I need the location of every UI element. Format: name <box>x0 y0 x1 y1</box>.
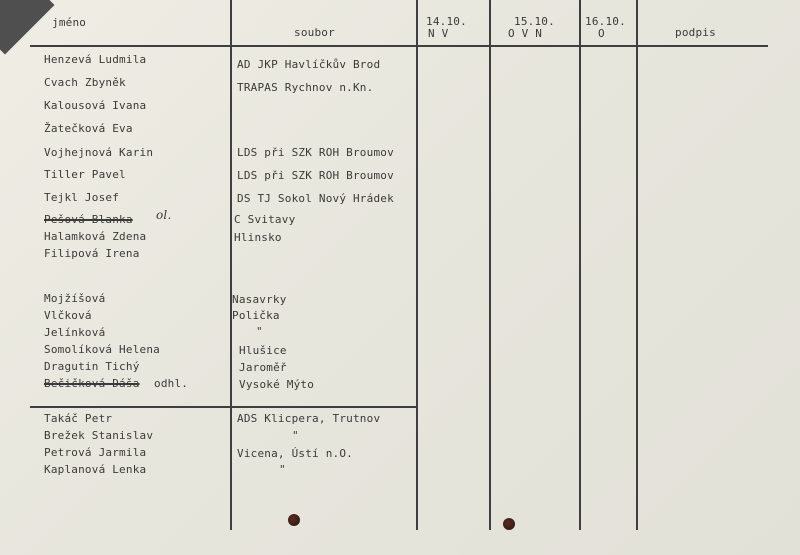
name-cell: Žatečková Eva <box>44 122 133 135</box>
name-cell: Vlčková <box>44 309 92 322</box>
column-rule-3 <box>489 0 491 530</box>
name-cell: Kaplanová Lenka <box>44 463 147 476</box>
name-cell-struck: Pešová Blanka <box>44 213 133 226</box>
ensemble-cell: TRAPAS Rychnov n.Kn. <box>237 81 374 94</box>
header-rule <box>30 45 768 47</box>
header-soubor: soubor <box>294 26 335 39</box>
punch-hole <box>503 518 515 530</box>
punch-hole <box>288 514 300 526</box>
ensemble-cell: LDS při SZK ROH Broumov <box>237 146 394 159</box>
name-cell: Filipová Irena <box>44 247 140 260</box>
ditto-mark: " <box>256 325 263 338</box>
ensemble-cell: Hlušice <box>239 344 287 357</box>
name-cell: Tiller Pavel <box>44 168 126 181</box>
ditto-mark: " <box>292 429 299 442</box>
name-cell: Takáč Petr <box>44 412 113 425</box>
name-cell: Jelínková <box>44 326 106 339</box>
column-rule-1 <box>230 0 232 530</box>
name-cell: Tejkl Josef <box>44 191 120 204</box>
ensemble-cell: Vysoké Mýto <box>239 378 315 391</box>
group-separator-rule <box>30 406 416 408</box>
header-jmeno: jméno <box>52 16 87 29</box>
column-rule-5 <box>636 0 638 530</box>
ensemble-cell: Vicena, Ústí n.O. <box>237 447 353 460</box>
status-note: odhl. <box>154 377 189 390</box>
name-cell: Petrová Jarmila <box>44 446 147 459</box>
header-podpis: podpis <box>675 26 716 39</box>
name-cell: Kalousová Ivana <box>44 99 147 112</box>
column-rule-4 <box>579 0 581 530</box>
header-date-16: 16.10. <box>585 15 626 28</box>
header-date-15-sub: O V N <box>508 27 543 40</box>
header-date-15: 15.10. <box>514 15 555 28</box>
column-rule-2 <box>416 0 418 530</box>
name-cell: Dragutin Tichý <box>44 360 140 373</box>
name-cell: Somolíková Helena <box>44 343 160 356</box>
name-cell: Brežek Stanislav <box>44 429 154 442</box>
header-date-16-sub: O <box>598 27 605 40</box>
name-cell: Halamková Zdena <box>44 230 147 243</box>
name-cell: Vojhejnová Karin <box>44 146 154 159</box>
header-date-14: 14.10. <box>426 15 467 28</box>
ensemble-cell: AD JKP Havlíčkův Brod <box>237 58 381 71</box>
ensemble-cell: Nasavrky <box>232 293 287 306</box>
name-cell-struck: Bečičková Dáša <box>44 377 140 390</box>
name-cell: Cvach Zbyněk <box>44 76 126 89</box>
ensemble-cell: Polička <box>232 309 280 322</box>
header-date-14-sub: N V <box>428 27 449 40</box>
ensemble-cell: LDS při SZK ROH Broumov <box>237 169 394 182</box>
ensemble-cell: Jaroměř <box>239 361 287 374</box>
ditto-mark: " <box>279 463 286 476</box>
name-cell: Mojžíšová <box>44 292 106 305</box>
ensemble-cell: Hlinsko <box>234 231 282 244</box>
name-cell: Henzevá Ludmila <box>44 53 147 66</box>
ensemble-cell: ADS Klicpera, Trutnov <box>237 412 381 425</box>
ensemble-cell: DS TJ Sokol Nový Hrádek <box>237 192 394 205</box>
ensemble-cell: C Svitavy <box>234 213 296 226</box>
handwritten-note: ol. <box>156 208 172 222</box>
